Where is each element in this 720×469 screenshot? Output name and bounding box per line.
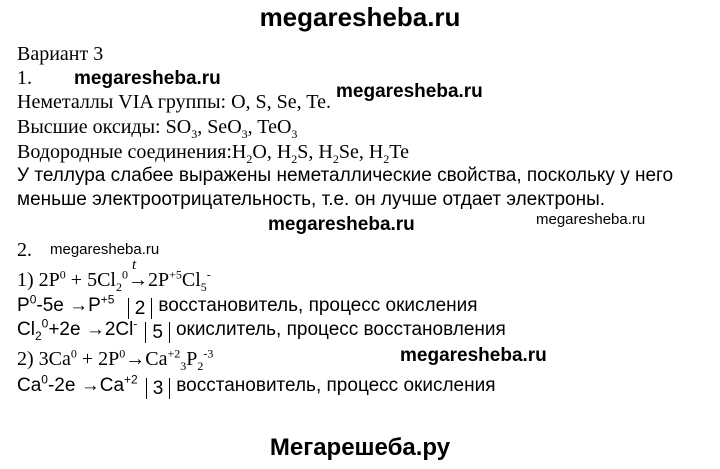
equation-2: 2) $3Ca^0 + 2P^0\to Ca^{+2}_3P_2^{-3}$ — [17, 346, 214, 373]
half-reaction-p: $P^0-5e \to P^{+5}$ 2 восстановитель, процесс окисления — [17, 292, 478, 319]
role-text: восстановитель, процесс окисления — [158, 295, 478, 316]
arrow-with-heat: → t — [127, 257, 148, 291]
paragraph-line-2: меньше электроотрицательность, т.е. он лучше отдает электроны. — [17, 189, 606, 210]
half-reaction-cl: $Cl_2^0+2e \to 2Cl^-$ 5 окислитель, процесс восстановления — [17, 316, 506, 343]
nonmetals-line: Неметаллы VIA группы: O, S, Se, Te. — [17, 91, 331, 113]
variant-title: Вариант 3 — [17, 43, 104, 65]
paragraph-line-1: У теллура слабее выражены неметаллические свойства, поскольку у него — [17, 165, 674, 186]
equation-1: 1) $2P^0 + 5Cl_2^0\to$ t $2P^{+5}Cl_5^-$ — [17, 257, 211, 294]
header-watermark: megaresheba.ru — [259, 2, 461, 32]
equation-2-label: 2) — [17, 348, 39, 370]
role-text: восстановитель, процесс окисления — [176, 375, 496, 396]
task-1-number: 1. — [17, 67, 32, 89]
half-reaction-ca: $Ca^0-2e \to Ca^{+2}$ 3 восстановитель, процесс окисления — [17, 372, 496, 399]
coefficient-box: 5 — [145, 322, 170, 343]
equation-1-label: 1) — [17, 269, 39, 291]
watermark: megaresheba.ru — [268, 214, 415, 235]
watermark: megaresheba.ru — [74, 68, 221, 89]
coefficient-box: 2 — [128, 298, 153, 319]
watermark: megaresheba.ru — [50, 241, 160, 258]
oxides-line: Высшие оксиды: $SO_3$, SeO$_3$, TeO$_3$ — [17, 116, 298, 141]
watermark: megaresheba.ru — [400, 345, 547, 366]
hydrogen-line: Водородные $соединения:H_2O$, $H_2S$, $H_2Se$, $H_2Te$ — [17, 141, 409, 166]
oxides-label: Высшие оксиды: — [17, 116, 166, 138]
footer-watermark: Мегарешеба.ру — [269, 434, 451, 461]
role-text: окислитель, процесс восстановления — [175, 319, 506, 340]
task-2-number: 2. — [17, 239, 32, 261]
hydrogen-label: Водородные соединения: — [17, 141, 232, 163]
coefficient-box: 3 — [146, 378, 171, 399]
watermark: megaresheba.ru — [336, 81, 483, 102]
watermark: megaresheba.ru — [536, 211, 646, 228]
